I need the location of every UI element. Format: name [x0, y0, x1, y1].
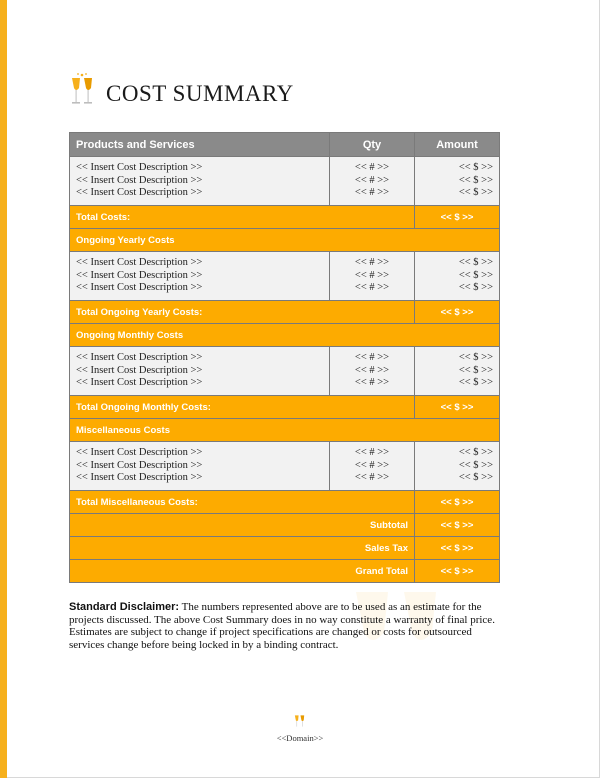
page-title: COST SUMMARY — [106, 81, 294, 106]
amount-value: << $ >> — [458, 174, 493, 186]
total-label: Total Miscellaneous Costs: — [70, 491, 415, 514]
amount-cell — [415, 157, 500, 206]
total-label: Total Ongoing Monthly Costs: — [70, 396, 415, 419]
qty-value: << # >> — [354, 447, 390, 459]
amount-value: << $ >> — [458, 377, 493, 389]
disclaimer-heading: Standard Disclaimer: — [69, 601, 180, 613]
cost-description: << Insert Cost Description >> — [76, 187, 203, 199]
footer-domain: <<Domain>> — [276, 733, 324, 743]
sales-tax-label: Sales Tax — [70, 537, 415, 560]
cost-description: << Insert Cost Description >> — [76, 377, 203, 389]
subtotal-row — [70, 514, 500, 537]
header-products: Products and Services — [70, 133, 330, 157]
cost-description: << Insert Cost Description >> — [76, 447, 203, 459]
amount-value: << $ >> — [458, 447, 493, 459]
qty-value: << # >> — [354, 352, 390, 364]
qty-cell — [330, 442, 415, 491]
cost-summary-table — [69, 132, 500, 583]
subtotal-value: << $ >> — [415, 514, 500, 537]
amount-value: << $ >> — [458, 472, 493, 484]
qty-value: << # >> — [354, 162, 390, 174]
header-amount: Amount — [415, 133, 500, 157]
amount-value: << $ >> — [458, 364, 493, 376]
cost-description: << Insert Cost Description >> — [76, 352, 203, 364]
footer-glasses-icon — [0, 712, 600, 730]
qty-value: << # >> — [354, 282, 390, 294]
subtotal-label: Subtotal — [70, 514, 415, 537]
qty-value: << # >> — [354, 257, 390, 269]
table-row — [70, 347, 500, 396]
total-row — [70, 491, 500, 514]
cost-description: << Insert Cost Description >> — [76, 174, 203, 186]
qty-cell — [330, 157, 415, 206]
page-footer — [0, 712, 600, 743]
section-label: Ongoing Yearly Costs — [70, 229, 500, 252]
amount-value: << $ >> — [458, 352, 493, 364]
table-row — [70, 252, 500, 301]
header-qty: Qty — [330, 133, 415, 157]
desc-cell — [70, 252, 330, 301]
standard-disclaimer — [69, 601, 509, 651]
amount-value: << $ >> — [458, 282, 493, 294]
qty-cell — [330, 252, 415, 301]
amount-value: << $ >> — [458, 257, 493, 269]
qty-cell — [330, 347, 415, 396]
qty-value: << # >> — [354, 174, 390, 186]
total-label: Total Costs: — [70, 206, 415, 229]
qty-value: << # >> — [354, 472, 390, 484]
amount-cell — [415, 347, 500, 396]
left-accent-band — [0, 0, 7, 778]
section-header-row — [70, 324, 500, 347]
desc-cell — [70, 157, 330, 206]
qty-value: << # >> — [354, 364, 390, 376]
qty-value: << # >> — [354, 269, 390, 281]
section-label: Ongoing Monthly Costs — [70, 324, 500, 347]
total-row — [70, 206, 500, 229]
amount-value: << $ >> — [458, 187, 493, 199]
amount-value: << $ >> — [458, 269, 493, 281]
amount-value: << $ >> — [458, 162, 493, 174]
grand-total-label: Grand Total — [70, 560, 415, 583]
cost-description: << Insert Cost Description >> — [76, 282, 203, 294]
sales-tax-row — [70, 537, 500, 560]
total-row — [70, 396, 500, 419]
cost-description: << Insert Cost Description >> — [76, 257, 203, 269]
section-label: Miscellaneous Costs — [70, 419, 500, 442]
amount-cell — [415, 442, 500, 491]
table-row — [70, 442, 500, 491]
amount-value: << $ >> — [458, 459, 493, 471]
sales-tax-value: << $ >> — [415, 537, 500, 560]
total-label: Total Ongoing Yearly Costs: — [70, 301, 415, 324]
cost-description: << Insert Cost Description >> — [76, 269, 203, 281]
page-header — [68, 72, 294, 112]
desc-cell — [70, 347, 330, 396]
disclaimer-text: The numbers represented above are to be used as an estimate for the projects discussed. The above Cost Summary does in no way constitute a warranty of final price. Estimates are subject to change if project specifications are changed or costs for outsourced services change before being locked in by a binding contract. — [69, 601, 495, 651]
grand-total-value: << $ >> — [415, 560, 500, 583]
table-row — [70, 157, 500, 206]
total-row — [70, 301, 500, 324]
qty-value: << # >> — [354, 187, 390, 199]
section-header-row — [70, 419, 500, 442]
qty-value: << # >> — [354, 459, 390, 471]
cost-description: << Insert Cost Description >> — [76, 459, 203, 471]
cost-description: << Insert Cost Description >> — [76, 364, 203, 376]
amount-cell — [415, 252, 500, 301]
cost-description: << Insert Cost Description >> — [76, 162, 203, 174]
total-value: << $ >> — [415, 491, 500, 514]
qty-value: << # >> — [354, 377, 390, 389]
total-value: << $ >> — [415, 396, 500, 419]
champagne-glasses-icon — [68, 72, 98, 113]
section-header-row — [70, 229, 500, 252]
total-value: << $ >> — [415, 206, 500, 229]
desc-cell — [70, 442, 330, 491]
total-value: << $ >> — [415, 301, 500, 324]
table-header-row — [70, 133, 500, 157]
cost-description: << Insert Cost Description >> — [76, 472, 203, 484]
